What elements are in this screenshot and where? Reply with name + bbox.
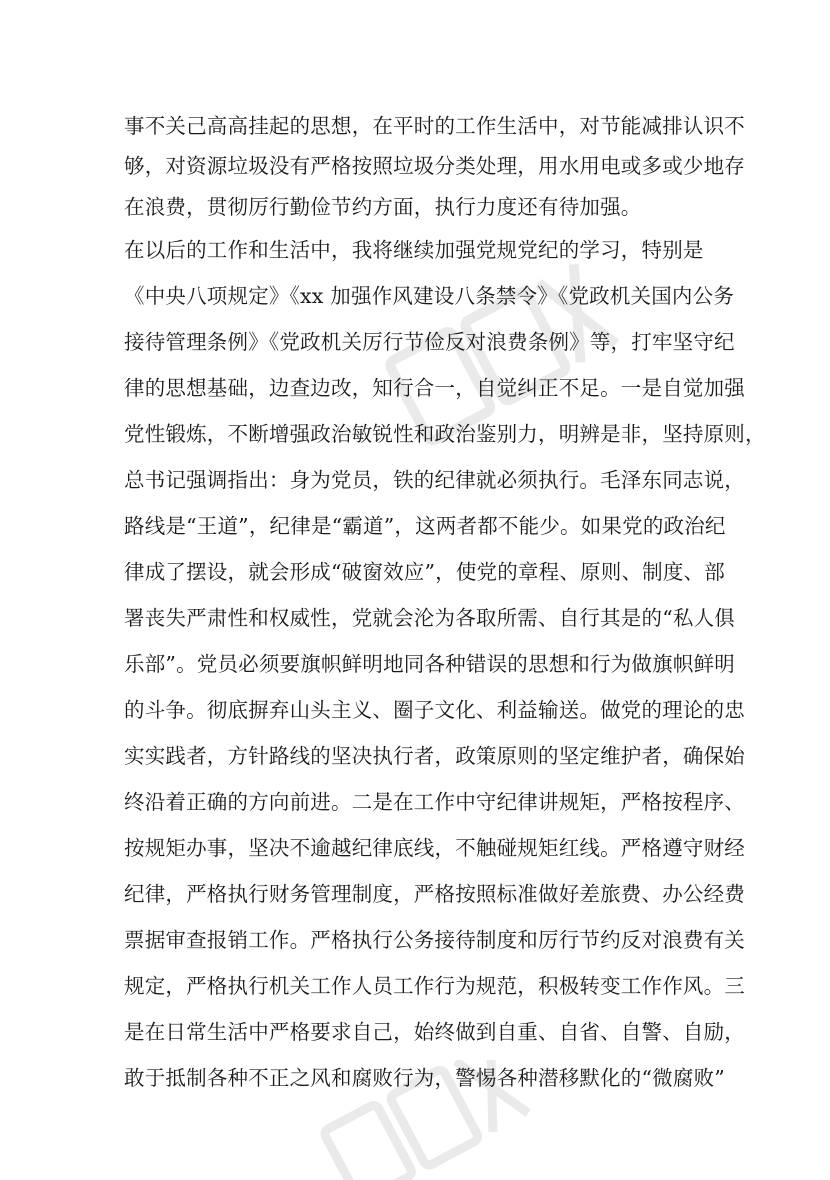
text-line: 纪律，严格执行财务管理制度，严格按照标准做好差旅费、办公经费	[124, 882, 745, 906]
text-line: 事不关己高高挂起的思想，在平时的工作生活中，对节能减排认识不	[124, 114, 745, 138]
text-line: 是在日常生活中严格要求自己，始终做到自重、自省、自警、自励，	[124, 1020, 745, 1044]
text-line: 够，对资源垃圾没有严格按照垃圾分类处理，用水用电或多或少地存	[124, 154, 745, 178]
text-line: 接待管理条例》《党政机关厉行节俭反对浪费条例》等，打牢坚守纪	[124, 330, 735, 354]
text-line: 党性锻炼，不断增强政治敏锐性和政治鉴别力，明辨是非，坚持原则，	[124, 422, 766, 446]
text-line: 在以后的工作和生活中，我将继续加强党规党纪的学习，特别是	[124, 238, 704, 262]
text-line: 乐部”。党员必须要旗帜鲜明地同各种错误的思想和行为做旗帜鲜明	[124, 652, 735, 676]
text-line: 终沿着正确的方向前进。二是在工作中守纪律讲规矩，严格按程序、	[124, 790, 745, 814]
text-line: 署丧失严肃性和权威性，党就会沦为各取所需、自行其是的“私人俱	[124, 606, 735, 630]
text-line: 敢于抵制各种不正之风和腐败行为，警惕各种潜移默化的“微腐败”	[124, 1066, 725, 1090]
text-line: 路线是“王道”，纪律是“霸道”，这两者都不能少。如果党的政治纪	[124, 514, 726, 538]
text-line: 按规矩办事，坚决不逾越纪律底线，不触碰规矩红线。严格遵守财经	[124, 836, 745, 860]
text-line: 总书记强调指出：身为党员，铁的纪律就必须执行。毛泽东同志说，	[124, 468, 745, 492]
text-line: 《中央八项规定》《xx 加强作风建设八条禁令》《党政机关国内公务	[124, 284, 735, 308]
text-line: 票据审查报销工作。严格执行公务接待制度和厉行节约反对浪费有关	[124, 928, 745, 952]
text-line: 律成了摆设，就会形成“破窗效应”，使党的章程、原则、制度、部	[124, 560, 725, 584]
text-line: 律的思想基础，边查边改，知行合一，自觉纠正不足。一是自觉加强	[124, 376, 745, 400]
text-line: 规定，严格执行机关工作人员工作行为规范，积极转变工作作风。三	[124, 974, 745, 998]
text-line: 实实践者，方针路线的坚决执行者，政策原则的坚定维护者，确保始	[124, 744, 745, 768]
text-line: 在浪费，贯彻厉行勤俭节约方面，执行力度还有待加强。	[124, 195, 642, 219]
text-line: 的斗争。彻底摒弃山头主义、圈子文化、利益输送。做党的理论的忠	[124, 698, 745, 722]
